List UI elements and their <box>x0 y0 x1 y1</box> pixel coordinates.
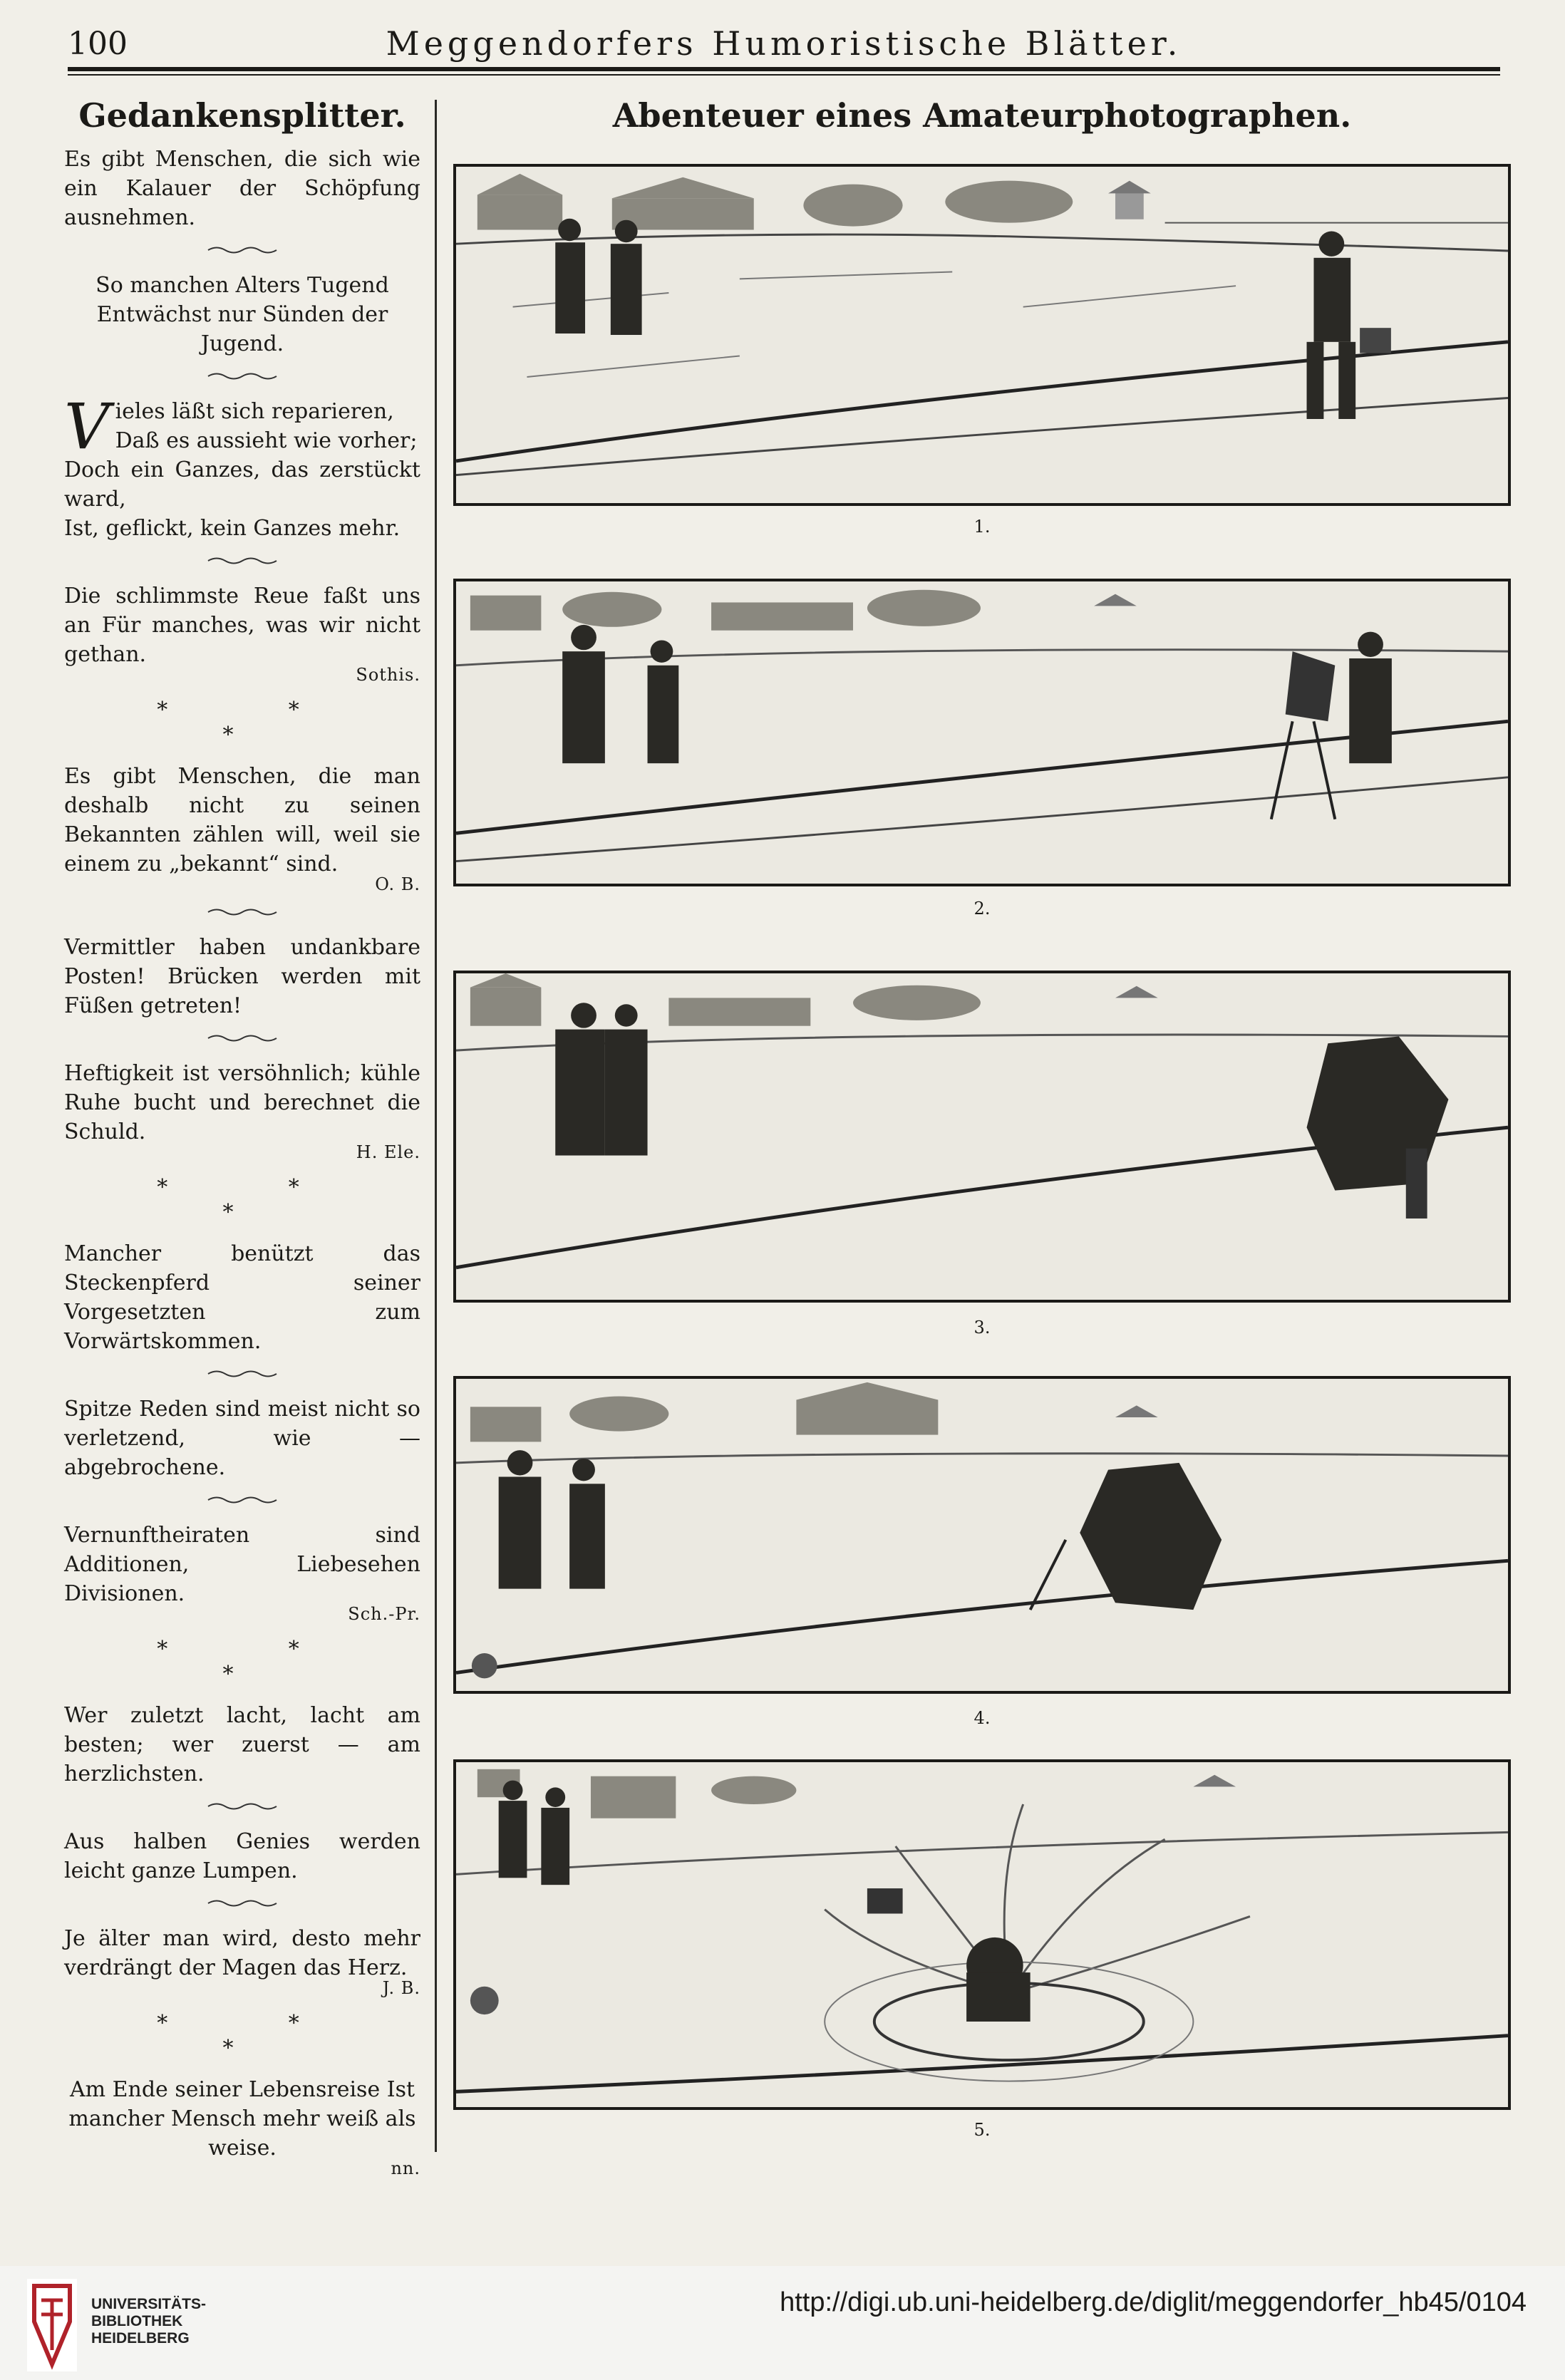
comic-panel-4 <box>453 1376 1511 1694</box>
panel-number: 2. <box>973 899 991 919</box>
stars-divider: * * * <box>157 2011 356 2061</box>
aphorism: ieles läßt sich reparieren, Daß es aussieht wie vorher; Doch ein Ganzes, das zerstückt ward, Ist, geflickt, kein Ganzes mehr. <box>64 399 420 541</box>
panel-number: 4. <box>973 1708 991 1728</box>
aphorism: Heftigkeit ist versöhnlich; kühle Ruhe bucht und berechnet die Schuld. <box>64 1061 420 1144</box>
attribution: J. B. <box>382 1978 420 1998</box>
aphorism: Vermittler haben undankbare Posten! Brücken werden mit Füßen getreten! <box>64 935 420 1018</box>
panel-illustration <box>456 1762 1508 2107</box>
drop-cap: V <box>64 390 110 463</box>
swirl-divider <box>207 556 278 566</box>
panel-illustration <box>456 973 1508 1300</box>
comic-panel-5 <box>453 1759 1511 2110</box>
comic-title: Abenteuer eines Amateurphotographen. <box>612 96 1352 135</box>
stars-divider: * * * <box>157 698 356 747</box>
aphorism: Spitze Reden sind meist nicht so verletzend, wie — abgebrochene. <box>64 1397 420 1480</box>
comic-column <box>453 96 1511 2140</box>
swirl-divider <box>207 1898 278 1908</box>
library-footer <box>0 2266 1565 2380</box>
panel-number: 1. <box>973 517 991 537</box>
aphorism: Die schlimmste Reue faßt uns an Für manches, was wir nicht gethan. <box>64 584 420 667</box>
panel-illustration <box>456 581 1508 884</box>
aphorism: Es gibt Menschen, die sich wie ein Kalauer der Schöpfung ausnehmen. <box>64 147 420 230</box>
aphorisms-column <box>64 96 420 2178</box>
attribution: O. B. <box>375 874 420 894</box>
university-library-logo <box>27 2279 77 2371</box>
attribution: Sothis. <box>356 665 420 685</box>
institution-name: UNIVERSITÄTS- BIBLIOTHEK HEIDELBERG <box>91 2296 207 2347</box>
poem <box>64 390 420 543</box>
source-url-link[interactable]: http://digi.ub.uni-heidelberg.de/diglit/meggendorfer_hb45/0104 <box>780 2287 1527 2317</box>
page-header <box>68 21 1500 64</box>
aphorism: Am Ende seiner Lebensreise Ist mancher Mensch mehr weiß als weise. <box>68 2077 416 2161</box>
swirl-divider <box>207 1801 278 1811</box>
aphorism: Vernunftheiraten sind Additionen, Liebesehen Divisionen. <box>64 1523 420 1606</box>
comic-panel-3 <box>453 971 1511 1303</box>
page-number: 100 <box>68 26 128 62</box>
panel-number: 5. <box>973 2120 991 2140</box>
panel-number: 3. <box>973 1318 991 1338</box>
aphorism: Je älter man wird, desto mehr verdrängt der Magen das Herz. <box>64 1926 420 1980</box>
aphorism: Es gibt Menschen, die man deshalb nicht zu seinen Bekannten zählen will, weil sie einem zu „bekannt“ sind. <box>64 764 420 876</box>
swirl-divider <box>207 907 278 917</box>
aphorism: Wer zuletzt lacht, lacht am besten; wer zuerst — am herzlichsten. <box>64 1703 420 1786</box>
swirl-divider <box>207 245 278 255</box>
swirl-divider <box>207 1033 278 1043</box>
comic-panel-2 <box>453 579 1511 886</box>
comic-panel-1 <box>453 164 1511 506</box>
aphorism: Aus halben Genies werden leicht ganze Lumpen. <box>64 1829 420 1883</box>
attribution: nn. <box>391 2158 420 2178</box>
stars-divider: * * * <box>157 1175 356 1225</box>
attribution: H. Ele. <box>356 1142 420 1162</box>
attribution: Sch.-Pr. <box>348 1604 420 1624</box>
header-rule-thick <box>68 67 1500 71</box>
section-title: Gedankensplitter. <box>78 96 406 135</box>
stars-divider: * * * <box>157 1637 356 1687</box>
column-divider <box>435 100 437 2152</box>
aphorism: Mancher benützt das Steckenpferd seiner Vorgesetzten zum Vorwärtskommen. <box>64 1241 420 1354</box>
swirl-divider <box>207 1369 278 1379</box>
journal-title: Meggendorfers Humoristische Blätter. <box>386 24 1182 63</box>
swirl-divider <box>207 1495 278 1505</box>
panel-illustration <box>456 1379 1508 1691</box>
aphorism: So manchen Alters Tugend Entwächst nur Sünden der Jugend. <box>95 273 389 356</box>
header-rule-thin <box>68 74 1500 76</box>
panel-illustration <box>456 167 1508 503</box>
swirl-divider <box>207 371 278 381</box>
